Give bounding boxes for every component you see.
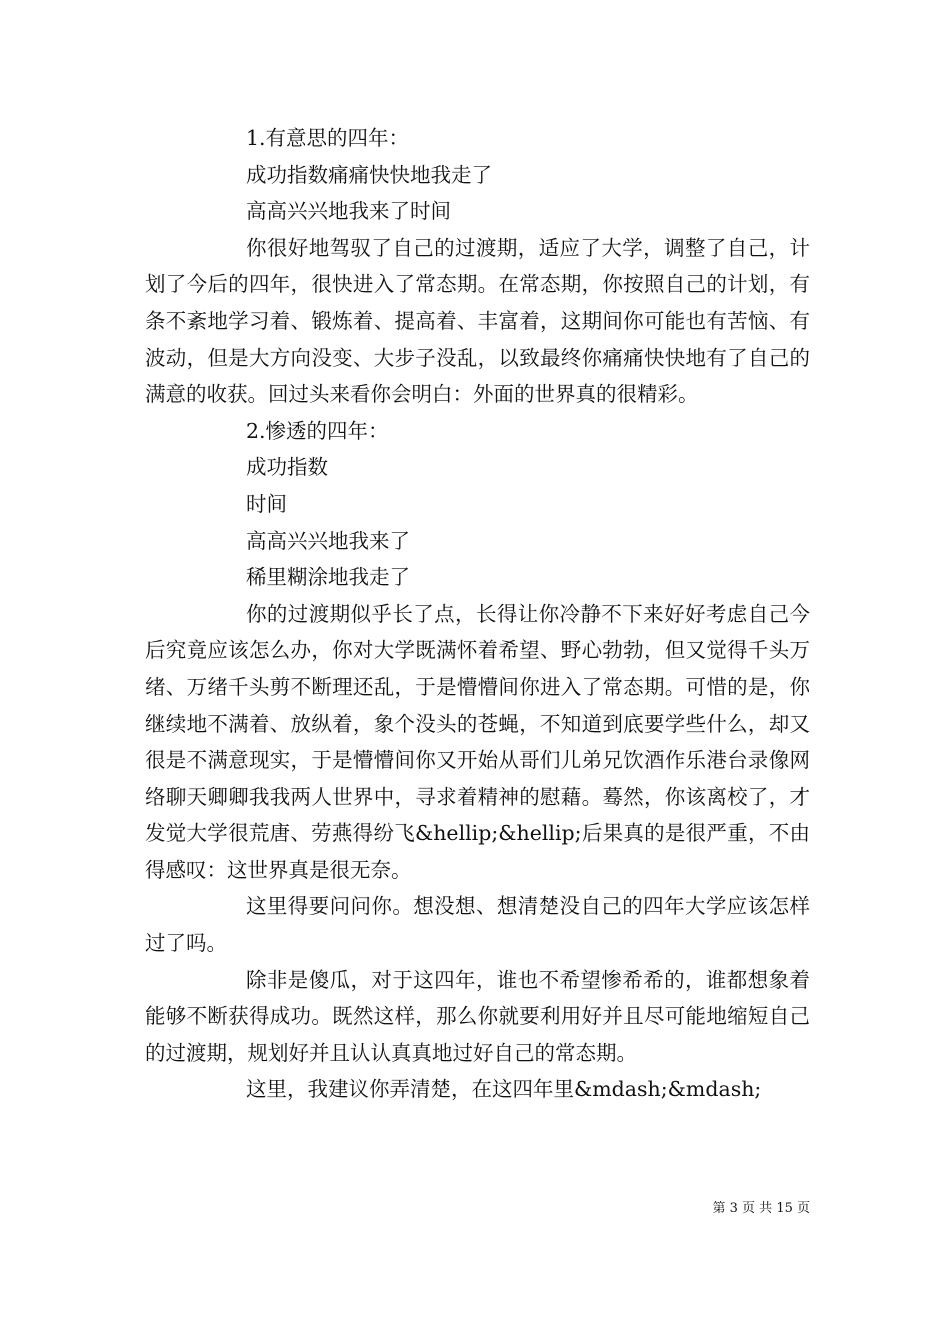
body-paragraph: 除非是傻瓜，对于这四年，谁也不希望惨希希的，谁都想象着能够不断获得成功。既然这样，那么你就要利用好并且尽可能地缩短自己的过渡期，规划好并且认认真真地过好自己的常态期。 xyxy=(145,967,810,1065)
body-paragraph: 这里，我建议你弄清楚，在这四年里&mdash;&mdash; xyxy=(246,1077,762,1102)
chart-label-line: 高高兴兴地我来了 xyxy=(246,528,410,553)
chart-label-line: 高高兴兴地我来了时间 xyxy=(246,199,451,224)
body-paragraph: 你很好地驾驭了自己的过渡期，适应了大学，调整了自己，计划了今后的四年，很快进入了常态期。在常态期，你按照自己的计划，有条不紊地学习着、锻炼着、提高着、丰富着，这期间你可能也有苦恼、有波动，但是大方向没变、大步子没乱，以致最终你痛痛快快地有了自己的满意的收获。回过头来看你会明白：外面的世界真的很精彩。 xyxy=(145,235,810,407)
chart-label-line: 成功指数痛痛快快地我走了 xyxy=(246,162,492,187)
section-heading-1: 1.有意思的四年： xyxy=(246,126,410,150)
body-paragraph: 这里得要问问你。想没想、想清楚没自己的四年大学应该怎样过了吗。 xyxy=(145,894,810,956)
body-paragraph: 你的过渡期似乎长了点，长得让你冷静不下来好好考虑自己今后究竟应该怎么办，你对大学既满怀着希望、野心勃勃，但又觉得千头万绪、万绪千头剪不断理还乱，于是懵懵间你进入了常态期。可惜的是，你继续地不满着、放纵着，象个没头的苍蝇，不知道到底要学些什么，却又很是不满意现实，于是懵懵间你又开始从哥们儿弟兄饮酒作乐港台录像网络聊天卿卿我我两人世界中，寻求着精神的慰藉。蓦然，你该离校了，才发觉大学很荒唐、劳燕得纷飞&hellip;&hellip;后果真的是很严重，不由得感叹：这世界真是很无奈。 xyxy=(145,601,810,882)
page-number-footer: 第 3 页 共 15 页 xyxy=(712,1201,810,1216)
document-body xyxy=(145,120,810,1108)
chart-label-line: 成功指数 xyxy=(246,455,328,480)
chart-label-line: 时间 xyxy=(246,491,287,516)
chart-label-line: 稀里糊涂地我走了 xyxy=(246,565,410,590)
section-heading-2: 2.惨透的四年： xyxy=(246,418,389,443)
